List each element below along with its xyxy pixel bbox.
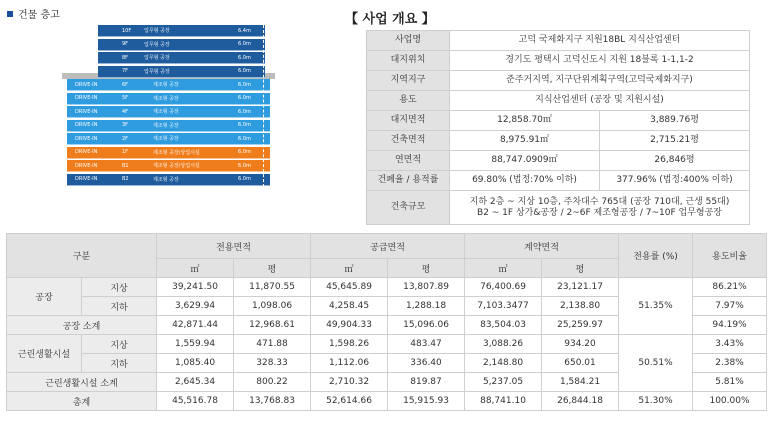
row-group-label: 근린생활시설 <box>7 335 82 373</box>
floor-use: 업무형 공장 <box>144 28 170 34</box>
table-row-factory-above <box>7 278 767 297</box>
drive-in-label: DRIVE-IN <box>75 176 98 182</box>
floor-number: 7F <box>122 68 129 74</box>
cell: 800.22 <box>234 373 311 392</box>
floor-use: 제조형 공장/상업시설 <box>153 149 200 156</box>
floor-row-3f <box>67 120 270 132</box>
floor-row-1f <box>67 147 270 159</box>
overview-value-far: 377.96% (법정:400% 이하) <box>600 171 750 191</box>
cell: 25,259.97 <box>542 316 619 335</box>
cell: 934.20 <box>542 335 619 354</box>
floor-use: 제조형 공장 <box>153 122 179 129</box>
cell: 86.21% <box>693 278 767 297</box>
cell: 26,844.18 <box>542 392 619 411</box>
area-table <box>6 233 767 411</box>
row-label: 근린생활시설 소계 <box>7 373 157 392</box>
cell-exclusive-ratio: 51.35% <box>619 278 693 335</box>
drive-in-label: DRIVE-IN <box>75 122 98 128</box>
table-row-retail-above <box>7 335 767 354</box>
header-contract: 계약면적 <box>465 234 619 259</box>
overview-value-m2: 12,858.70㎡ <box>450 111 600 131</box>
cell: 2,710.32 <box>311 373 388 392</box>
scale-line-1: 지하 2층 ~ 지상 10층, 주차대수 765대 (공장 710대, 근생 55대) <box>469 196 730 207</box>
overview-row-floor-area <box>367 151 750 171</box>
unit-py: 평 <box>542 259 619 278</box>
table-row-total <box>7 392 767 411</box>
cell: 94.19% <box>693 316 767 335</box>
cell: 51.30% <box>619 392 693 411</box>
overview-value <box>450 191 750 225</box>
cell: 3,629.94 <box>157 297 234 316</box>
overview-value-py: 3,889.76평 <box>600 111 750 131</box>
floor-height: 6.0m <box>238 176 251 182</box>
overview-label: 건축면적 <box>367 131 450 151</box>
cell: 7,103.3477 <box>465 297 542 316</box>
cell: 1,112.06 <box>311 354 388 373</box>
overview-value-py: 26,846평 <box>600 151 750 171</box>
floor-number: 6F <box>122 81 129 88</box>
floor-height: 6.4m <box>238 27 251 34</box>
overview-table <box>366 30 750 225</box>
overview-value: 준주거지역, 지구단위계획구역(고덕국제화지구) <box>450 71 750 91</box>
cell: 5.81% <box>693 373 767 392</box>
cell: 1,598.26 <box>311 335 388 354</box>
cell: 3,088.26 <box>465 335 542 354</box>
overview-label: 연면적 <box>367 151 450 171</box>
row-label: 공장 소계 <box>7 316 157 335</box>
cell: 2,645.34 <box>157 373 234 392</box>
floor-use: 제조형 공장 <box>153 95 179 102</box>
floor-row-10f <box>98 25 265 37</box>
row-sub-label: 지상 <box>82 278 157 297</box>
floor-use: 제조형 공장 <box>153 109 179 115</box>
row-sub-label: 지하 <box>82 297 157 316</box>
drive-in-label: DRIVE-IN <box>75 149 98 155</box>
cell: 88,741.10 <box>465 392 542 411</box>
cell: 7.97% <box>693 297 767 316</box>
scale-line-2: B2 ~ 1F 상가&공장 / 2~6F 제조형공장 / 7~10F 업무형공장 <box>477 207 722 218</box>
cell: 2,148.80 <box>465 354 542 373</box>
overview-label: 대지면적 <box>367 111 450 131</box>
cell: 1,584.21 <box>542 373 619 392</box>
drive-in-label: DRIVE-IN <box>75 108 98 115</box>
cell: 1,288.18 <box>388 297 465 316</box>
overview-row-site-area <box>367 111 750 131</box>
header-supply: 공급면적 <box>311 234 465 259</box>
floor-height: 6.0m <box>238 81 251 88</box>
cell: 100.00% <box>693 392 767 411</box>
floor-use: 업무형 공장 <box>144 68 170 75</box>
drive-in-label: DRIVE-IN <box>75 81 98 88</box>
cell: 650.01 <box>542 354 619 373</box>
floor-height: 6.0m <box>238 149 251 155</box>
header-usage-ratio: 용도비율 <box>693 234 767 278</box>
floor-row-8f <box>98 52 265 64</box>
floor-height: 6.0m <box>238 162 251 169</box>
floor-number: 5F <box>122 95 129 101</box>
unit-py: 평 <box>388 259 465 278</box>
cell: 45,645.89 <box>311 278 388 297</box>
overview-label: 사업명 <box>367 31 450 51</box>
height-dimension-line <box>263 25 264 187</box>
overview-label: 건축규모 <box>367 191 450 225</box>
cell: 76,400.69 <box>465 278 542 297</box>
overview-value: 고덕 국제화지구 지원18BL 지식산업센터 <box>450 31 750 51</box>
overview-row-zone <box>367 71 750 91</box>
floor-number: 4F <box>122 108 129 115</box>
cell: 39,241.50 <box>157 278 234 297</box>
cell: 819.87 <box>388 373 465 392</box>
overview-label: 대지위치 <box>367 51 450 71</box>
floor-number: B2 <box>122 176 129 182</box>
drive-in-label: DRIVE-IN <box>75 95 98 101</box>
cell: 49,904.33 <box>311 316 388 335</box>
unit-m2: ㎡ <box>465 259 542 278</box>
floor-number: 10F <box>122 27 132 34</box>
floor-height: 6.0m <box>238 54 251 61</box>
floor-number: 3F <box>122 122 129 128</box>
cell: 483.47 <box>388 335 465 354</box>
floor-height: 6.0m <box>238 68 251 74</box>
building-floor-diagram <box>0 0 300 235</box>
overview-value-m2: 88,747.0909㎡ <box>450 151 600 171</box>
header-exclusive-ratio: 전용률 (%) <box>619 234 693 278</box>
floor-use: 제조형 공장 <box>153 82 179 88</box>
overview-row-scale <box>367 191 750 225</box>
row-sub-label: 지하 <box>82 354 157 373</box>
cell: 52,614.66 <box>311 392 388 411</box>
overview-value-py: 2,715.21평 <box>600 131 750 151</box>
unit-m2: ㎡ <box>157 259 234 278</box>
cell: 1,098.06 <box>234 297 311 316</box>
overview-label: 건폐율 / 용적률 <box>367 171 450 191</box>
floor-height: 6.0m <box>238 135 251 142</box>
cell: 4,258.45 <box>311 297 388 316</box>
drive-in-label: DRIVE-IN <box>75 162 98 169</box>
floor-use: 업무형 공장 <box>144 41 170 48</box>
overview-row-use <box>367 91 750 111</box>
overview-label: 지역지구 <box>367 71 450 91</box>
cell: 2.38% <box>693 354 767 373</box>
row-label: 총계 <box>7 392 157 411</box>
floor-height: 6.0m <box>238 108 251 115</box>
cell: 471.88 <box>234 335 311 354</box>
overview-row-building-area <box>367 131 750 151</box>
floor-row-7f <box>98 66 265 78</box>
cell: 3.43% <box>693 335 767 354</box>
overview-title: 【 사업 개요 】 <box>345 12 435 27</box>
floor-number: 1F <box>122 149 129 155</box>
floor-height: 6.0m <box>238 122 251 128</box>
overview-label: 용도 <box>367 91 450 111</box>
floor-number: 8F <box>122 54 129 61</box>
cell: 83,504.03 <box>465 316 542 335</box>
floor-row-b2 <box>67 174 270 186</box>
overview-value: 경기도 평택시 고덕신도시 지원 18블록 1-1,1-2 <box>450 51 750 71</box>
floor-row-5f <box>67 93 270 105</box>
floor-number: 2F <box>122 135 129 142</box>
drive-in-label: DRIVE-IN <box>75 135 98 142</box>
cell: 11,870.55 <box>234 278 311 297</box>
cell: 15,096.06 <box>388 316 465 335</box>
floor-height: 6.0m <box>238 95 251 101</box>
cell: 1,559.94 <box>157 335 234 354</box>
floor-row-4f <box>67 106 270 118</box>
cell: 336.40 <box>388 354 465 373</box>
cell: 2,138.80 <box>542 297 619 316</box>
row-group-label: 공장 <box>7 278 82 316</box>
overview-row-ratio <box>367 171 750 191</box>
floor-number: B1 <box>122 162 129 169</box>
cell: 13,807.89 <box>388 278 465 297</box>
cell: 42,871.44 <box>157 316 234 335</box>
overview-value: 지식산업센터 (공장 및 지원시설) <box>450 91 750 111</box>
cell: 23,121.17 <box>542 278 619 297</box>
unit-py: 평 <box>234 259 311 278</box>
cell-exclusive-ratio: 50.51% <box>619 335 693 392</box>
overview-row-location <box>367 51 750 71</box>
cell: 45,516.78 <box>157 392 234 411</box>
cell: 328.33 <box>234 354 311 373</box>
floor-use: 제조형 공장 <box>153 136 179 142</box>
cell: 15,915.93 <box>388 392 465 411</box>
row-sub-label: 지상 <box>82 335 157 354</box>
overview-value-m2: 8,975.91㎡ <box>450 131 600 151</box>
overview-value-bcr: 69.80% (법정:70% 이하) <box>450 171 600 191</box>
floor-row-6f <box>67 79 270 91</box>
header-row-1 <box>7 234 767 259</box>
floor-row-2f <box>67 133 270 145</box>
cell: 13,768.83 <box>234 392 311 411</box>
building-title-text: 건물 층고 <box>18 10 60 21</box>
cell: 1,085.40 <box>157 354 234 373</box>
floor-number: 9F <box>122 41 129 47</box>
floor-row-b1 <box>67 160 270 172</box>
floor-use: 업무형 공장 <box>144 55 170 61</box>
header-category: 구분 <box>7 234 157 278</box>
cell: 12,968.61 <box>234 316 311 335</box>
header-exclusive: 전용면적 <box>157 234 311 259</box>
floor-use: 제조형 공장/상업시설 <box>153 163 200 169</box>
overview-row-name <box>367 31 750 51</box>
floor-use: 제조형 공장 <box>153 176 179 183</box>
unit-m2: ㎡ <box>311 259 388 278</box>
floor-height: 6.0m <box>238 41 251 47</box>
floor-row-9f <box>98 39 265 51</box>
cell: 5,237.05 <box>465 373 542 392</box>
